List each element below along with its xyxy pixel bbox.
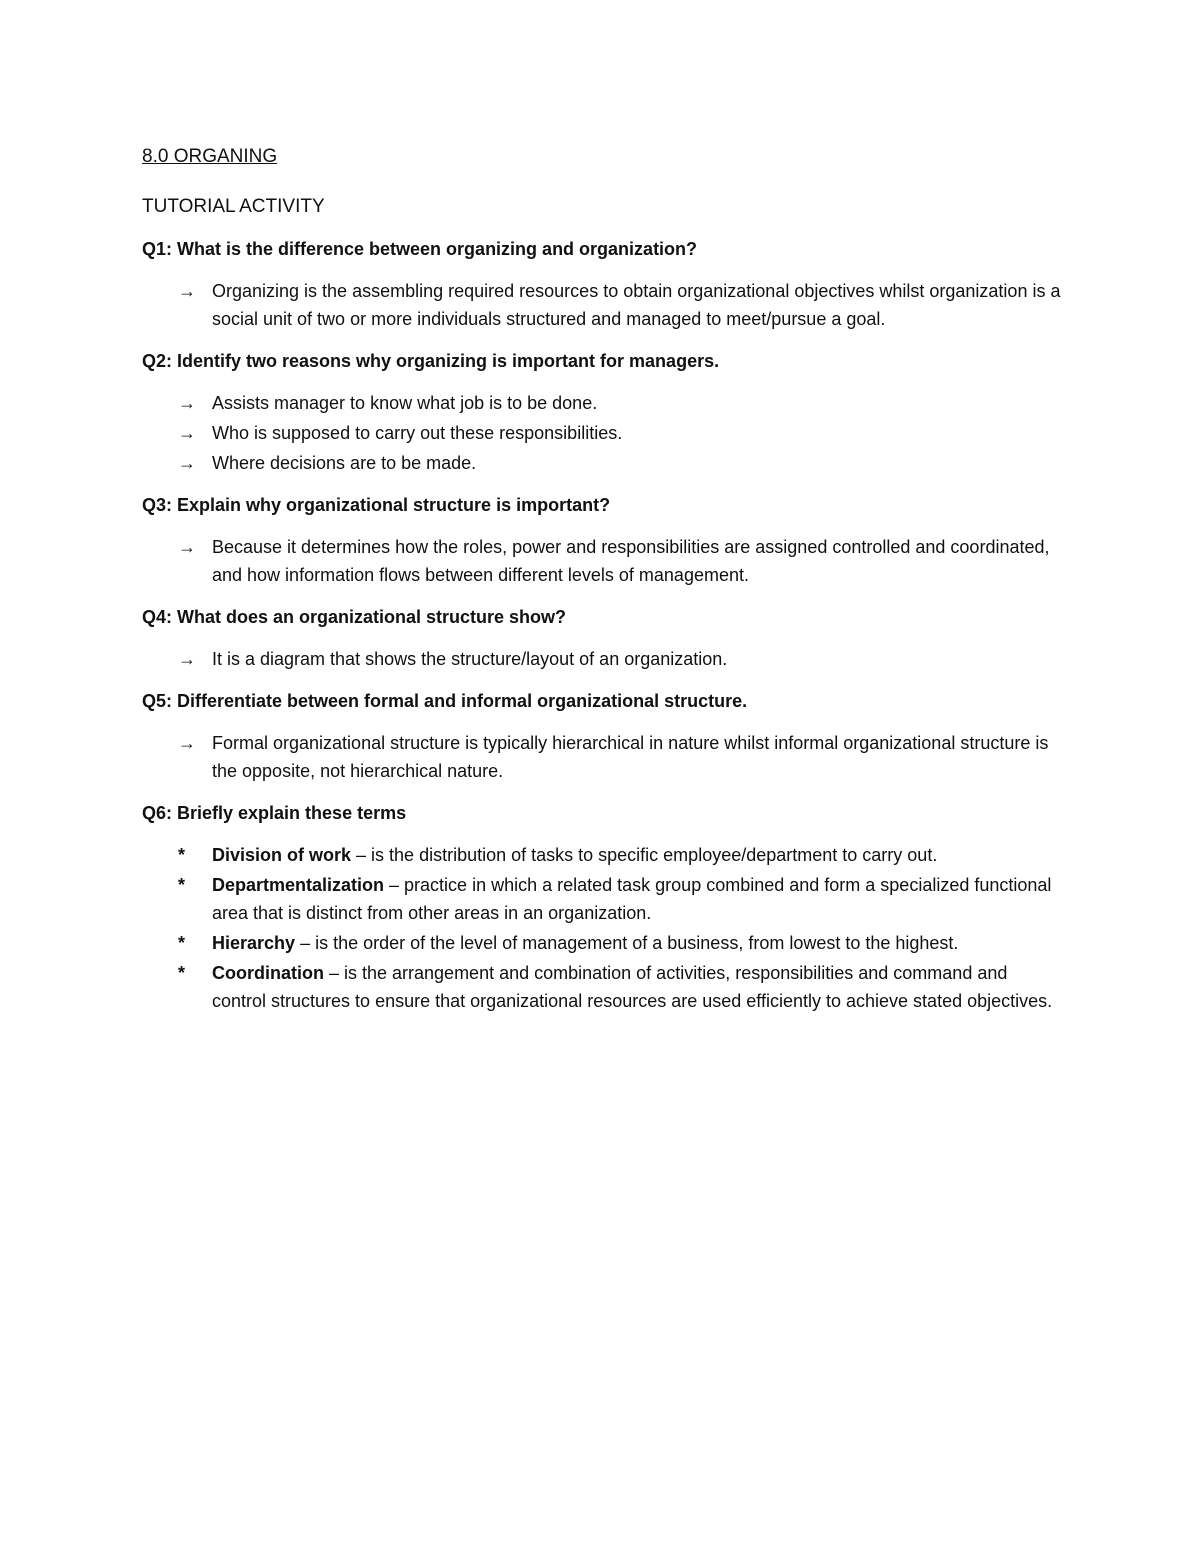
asterisk-icon: *	[178, 933, 186, 953]
arrow-icon: →	[178, 281, 196, 301]
document-subtitle: TUTORIAL ACTIVITY	[142, 196, 325, 217]
arrow-icon: →	[178, 453, 196, 473]
asterisk-icon: *	[178, 845, 186, 865]
answer-item	[142, 277, 1062, 333]
answer-list-3	[142, 533, 1062, 589]
question-4: Q4: What does an organizational structure show?	[142, 607, 567, 627]
term-item	[142, 841, 1062, 869]
document-page	[142, 143, 1062, 1029]
term-item	[142, 871, 1062, 927]
question-2: Q2: Identify two reasons why organizing is important for managers.	[142, 351, 720, 371]
term-definition: – practice in which a related task group combined and form a specialized functional area that is distinct from other areas in an organization.	[212, 875, 1052, 923]
term-name: Coordination	[212, 963, 324, 983]
answer-list-4	[142, 645, 1062, 673]
answer-item	[142, 449, 1062, 477]
answer-item	[142, 389, 1062, 417]
question-5: Q5: Differentiate between formal and informal organizational structure.	[142, 691, 748, 711]
term-definition: – is the distribution of tasks to specific employee/department to carry out.	[351, 845, 938, 865]
term-name: Division of work	[212, 845, 352, 865]
arrow-icon: →	[178, 423, 196, 443]
answer-list-2	[142, 389, 1062, 477]
term-item	[142, 929, 1062, 957]
arrow-icon: →	[178, 733, 196, 753]
answer-text: Because it determines how the roles, power and responsibilities are assigned controlled and coordinated, and how information flows between different levels of management.	[212, 537, 1050, 585]
term-definition: – is the arrangement and combination of activities, responsibilities and command and control structures to ensure that organizational resources are used efficiently to achieve stated objectives.	[212, 963, 1053, 1011]
term-definition: – is the order of the level of management of a business, from lowest to the highest.	[295, 933, 959, 953]
answer-text: Organizing is the assembling required resources to obtain organizational objectives whilst organization is a social unit of two or more individuals structured and managed to meet/pursue a goal.	[212, 281, 1061, 329]
answer-text: Assists manager to know what job is to be done.	[212, 393, 598, 413]
answer-item	[142, 729, 1062, 785]
arrow-icon: →	[178, 537, 196, 557]
question-1: Q1: What is the difference between organizing and organization?	[142, 239, 698, 259]
arrow-icon: →	[178, 649, 196, 669]
document-title: 8.0 ORGANING	[142, 146, 278, 167]
term-name: Departmentalization	[212, 875, 385, 895]
answer-item	[142, 645, 1062, 673]
question-3: Q3: Explain why organizational structure is important?	[142, 495, 611, 515]
arrow-icon: →	[178, 393, 196, 413]
asterisk-icon: *	[178, 875, 186, 895]
term-item	[142, 959, 1062, 1015]
answer-item	[142, 533, 1062, 589]
answer-text: Who is supposed to carry out these responsibilities.	[212, 423, 623, 443]
answer-list-5	[142, 729, 1062, 785]
answer-text: It is a diagram that shows the structure/layout of an organization.	[212, 649, 728, 669]
question-6: Q6: Briefly explain these terms	[142, 803, 407, 823]
answer-list-1	[142, 277, 1062, 333]
asterisk-icon: *	[178, 963, 186, 983]
term-name: Hierarchy	[212, 933, 296, 953]
answer-text: Where decisions are to be made.	[212, 453, 477, 473]
answer-item	[142, 419, 1062, 447]
answer-text: Formal organizational structure is typically hierarchical in nature whilst informal organizational structure is the opposite, not hierarchical nature.	[212, 733, 1049, 781]
terms-list	[142, 841, 1062, 1015]
